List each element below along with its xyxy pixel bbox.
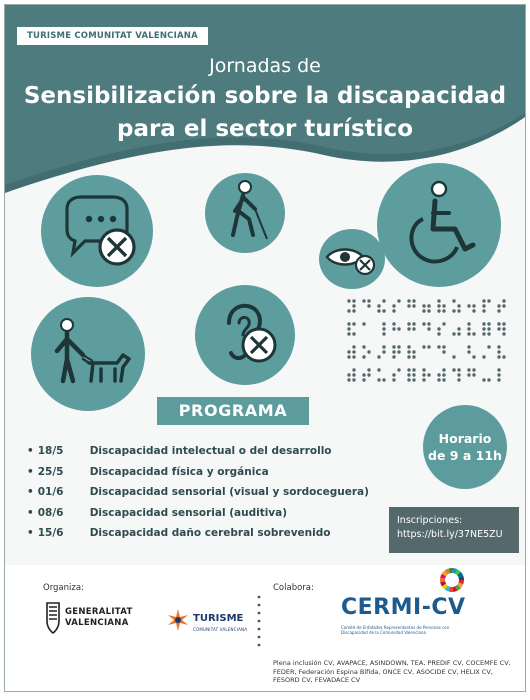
bullet: • xyxy=(27,445,34,458)
bullet: • xyxy=(27,465,34,478)
schedule-date: 08/6 xyxy=(37,506,64,519)
inscripciones-link[interactable]: https://bit.ly/37NE5ZU xyxy=(397,529,503,540)
schedule-item xyxy=(27,482,407,503)
gva-name xyxy=(65,607,133,629)
schedule-item xyxy=(27,503,407,524)
horario-line-2: de 9 a 11h xyxy=(428,448,502,463)
poster xyxy=(4,4,526,692)
schedule-item xyxy=(27,523,407,544)
schedule-topic: Discapacidad sensorial (visual y sordoceguera) xyxy=(89,486,369,499)
schedule-topic: Discapacidad daño cerebral sobrevenido xyxy=(89,527,331,540)
member-entities: Plena inclusión CV, AVAPACE, ASINDOWN, TEA, PREDIF CV, COCEMFE CV, FEDER, Federación Espina Bífida, ONCE CV, ASOCIDE CV, HELIX CV, FESORD CV, FEVADACE CV xyxy=(273,659,511,684)
blind-person-cane-icon xyxy=(205,173,285,253)
schedule-topic: Discapacidad intelectual o del desarrollo xyxy=(89,445,332,458)
organizer-badge: TURISME COMUNITAT VALENCIANA xyxy=(17,27,208,45)
person-guide-dog-icon xyxy=(31,297,145,411)
sdg-wheel-icon xyxy=(439,567,465,593)
schedule-date: 25/5 xyxy=(37,465,64,478)
schedule-date: 18/5 xyxy=(37,445,64,458)
turisme-logo-icon xyxy=(165,607,191,633)
schedule-item xyxy=(27,462,407,483)
schedule-date: 01/6 xyxy=(37,486,64,499)
schedule-topic: Discapacidad sensorial (auditiva) xyxy=(89,506,288,519)
turisme-name: TURISME xyxy=(193,613,244,624)
wheelchair-icon xyxy=(377,163,501,287)
gva-line-1: GENERALITAT xyxy=(65,607,133,617)
divider-dots xyxy=(257,593,261,649)
title-line-2: Sensibilización sobre la discapacidad xyxy=(23,83,507,109)
horario-badge xyxy=(423,405,507,489)
speech-bubble-cross-icon xyxy=(41,175,153,287)
gva-line-2: VALENCIANA xyxy=(65,618,129,628)
bullet: • xyxy=(27,527,34,540)
title-line-1: Jornadas de xyxy=(209,55,321,77)
colabora-label: Colabora: xyxy=(273,583,314,593)
turisme-sub: COMUNITAT VALENCIANA xyxy=(193,627,248,632)
schedule-topic: Discapacidad física y orgánica xyxy=(89,465,269,478)
schedule-list xyxy=(27,441,407,544)
schedule-date: 15/6 xyxy=(37,527,64,540)
horario-line-1: Horario xyxy=(438,431,492,446)
cermi-subtitle: Comité de Entidades Representantes de Personas con Discapacidad de la Comunidad Valenciana xyxy=(341,625,450,635)
inscripciones-box xyxy=(389,507,519,553)
eye-cross-icon xyxy=(319,229,385,289)
footer xyxy=(5,565,525,692)
bullet: • xyxy=(27,506,34,519)
title-line-3: para el sector turístico xyxy=(116,116,413,142)
bullet: • xyxy=(27,486,34,499)
organiza-label: Organiza: xyxy=(43,583,84,593)
braille-pattern-icon xyxy=(345,297,513,387)
programa-label: PROGRAMA xyxy=(157,397,309,425)
gva-logo-icon xyxy=(45,601,61,635)
schedule-item xyxy=(27,441,407,462)
cermi-logo-text: CERMI-CV xyxy=(341,595,466,620)
ear-cross-icon xyxy=(195,285,295,385)
inscripciones-label: Inscripciones: xyxy=(397,515,463,526)
